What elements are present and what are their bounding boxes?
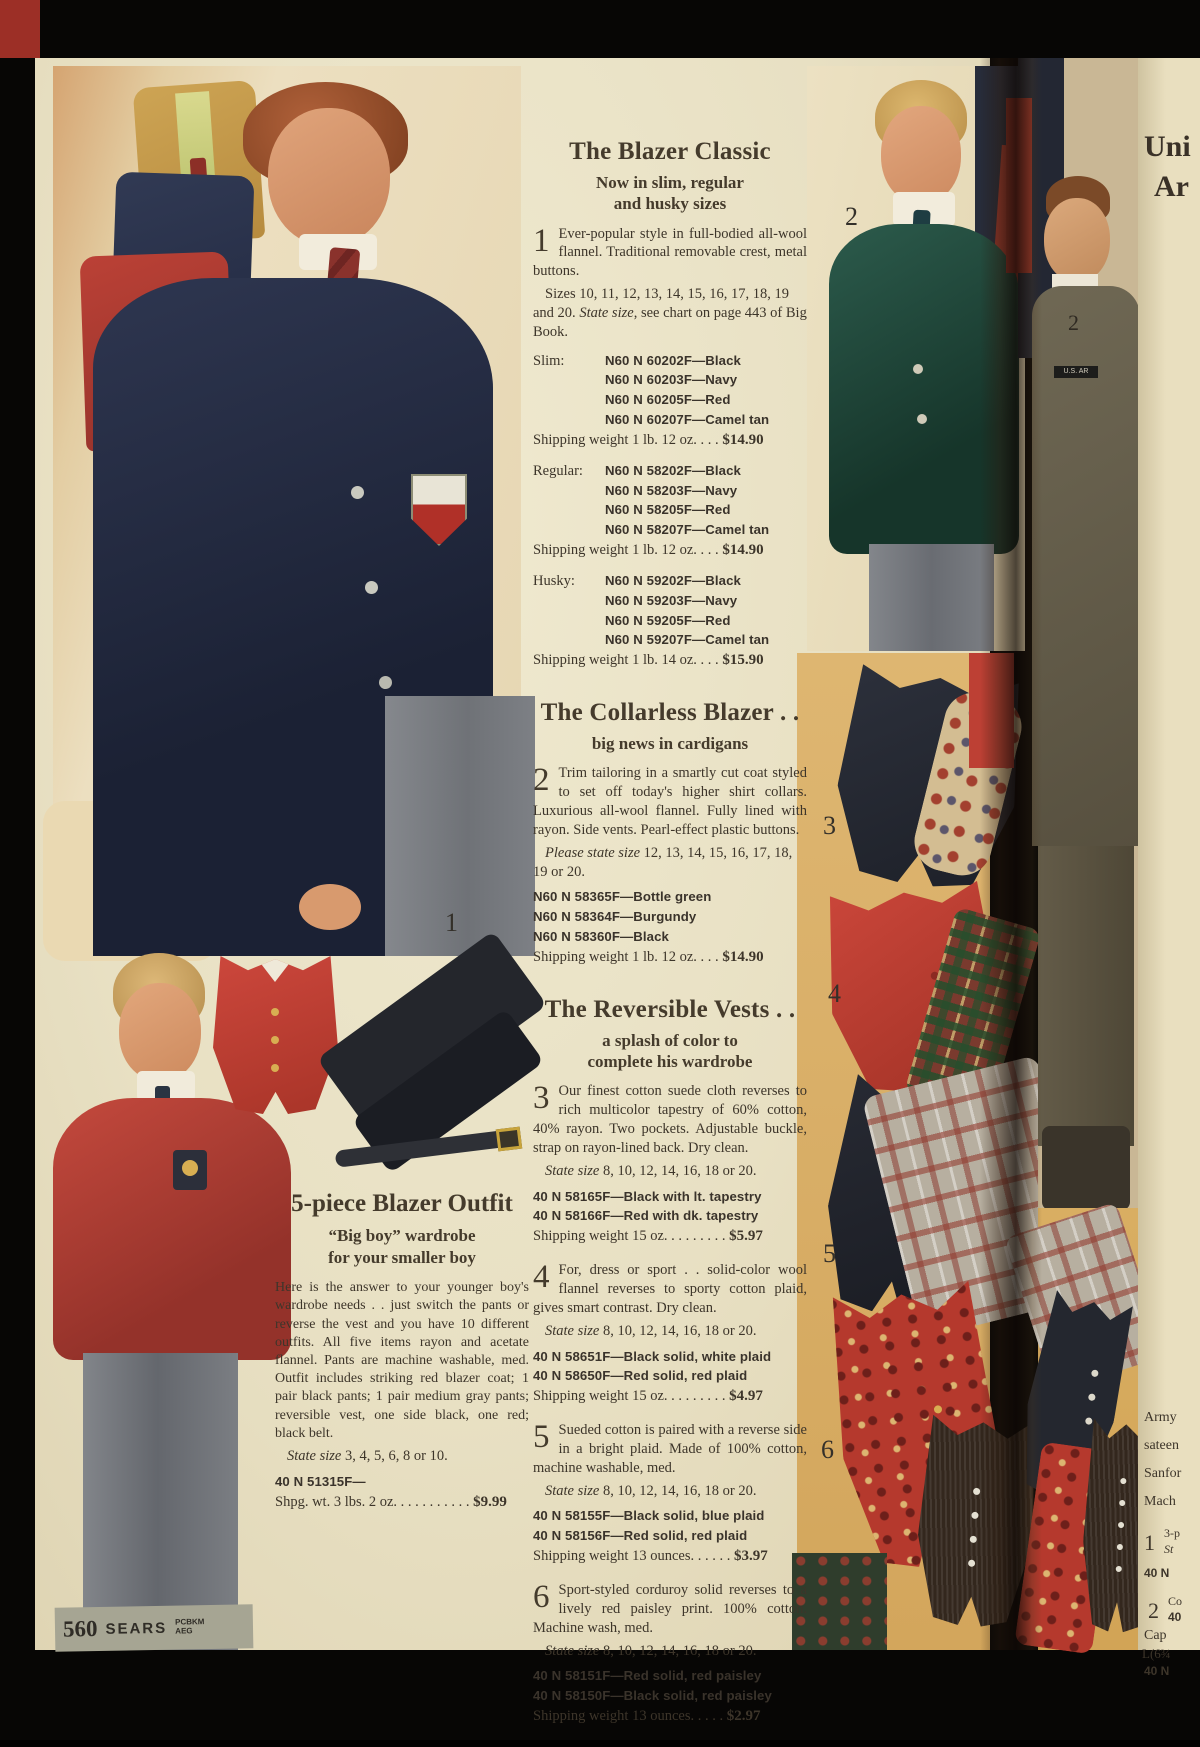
group-codes [605,351,807,430]
red-vest-partial [969,653,1014,768]
group-codes [605,571,807,650]
army-boy-face [1044,198,1110,282]
adjacent-item2-number: 2 [1148,1598,1159,1623]
adj-hanging-red-garment [1006,98,1032,273]
sizes-line [533,844,807,882]
catalog-code: N60 N 60203F—Navy [605,372,738,388]
figure-label-3: 3 [823,811,836,840]
adjacent-item1-line: 40 N [1144,1566,1170,1580]
group-codes [605,461,807,540]
boy1-face [268,108,390,246]
figure-label-2: 2 [845,202,858,231]
shipping-text: Shipping weight 15 oz. . . . . . . . . [533,1388,726,1405]
shipping-text: Shipping weight 1 lb. 12 oz. . . . [533,541,719,558]
adj-corduroy-vest-buttons [1120,1478,1126,1484]
sizes-italic: State size [545,1482,600,1499]
photo-boy-green-blazer [807,66,1025,651]
sizes-italic: State size [545,1322,600,1339]
item-description: For, dress or sport . . solid-color wool flannel reverses to sporty cotton plaid, gives smart contrast. Dry clean. [533,1262,807,1316]
red-vest-collar [255,956,295,982]
print-code-line: PCBKM [175,1617,205,1627]
catalog-code: 40 N 58150F—Black solid, red paisley [533,1688,772,1704]
price: $14.90 [722,541,764,558]
catalog-code: 40 N 58156F—Red solid, red plaid [533,1528,748,1544]
adjacent-item1-line: St [1164,1542,1174,1556]
sizes-line [533,1322,807,1341]
red-vest-prop [213,956,338,1114]
size-group-husky [533,571,807,650]
shipping-text: Shipping weight 1 lb. 12 oz. . . . [533,948,719,965]
shipping-line [533,432,807,449]
catalog-code: N60 N 60207F—Camel tan [605,411,770,427]
shipping-line [533,1388,807,1405]
catalog-code: N60 N 58207F—Camel tan [605,522,770,538]
item-description: Trim tailoring in a smartly cut coat styled to set off today's higher shirt collars. Luxurious all-wool flannel. Fully lined with rayon. Side vents. Pearl-effect plastic buttons. [533,765,807,838]
adjacent-cap-line: Cap [1144,1628,1167,1643]
catalog-code: 40 N 58155F—Black solid, blue plaid [533,1508,765,1524]
item-number: 1 [533,222,550,259]
paisley-vest-buttons [934,1405,943,1414]
shipping-text: Shipping weight 13 ounces. . . . . [533,1708,724,1725]
figure-label-1: 1 [445,908,458,937]
catalog-code: N60 N 58364F—Burgundy [533,909,697,925]
shipping-text: Shipping weight 1 lb. 14 oz. . . . [533,652,719,669]
boy1-pocket-crest [411,474,467,546]
sears-logo: SEARS [105,1619,168,1638]
outfit-title: 5-piece Blazer Outfit [291,1190,513,1217]
sizes-text: , see chart on page 443 of Big Book. [533,304,807,340]
boy1-blazer-buttons [351,486,364,499]
adjacent-text-column [1138,58,1200,1678]
shipping-line [533,1228,807,1245]
price: $4.97 [729,1388,763,1405]
adjacent-cap-line: 40 N [1144,1664,1170,1678]
vest-item-4 [533,1261,807,1405]
adjacent-item1-line: 3-p [1164,1526,1180,1540]
catalog-code: N60 N 58202F—Black [605,462,741,478]
section-title-blazer-classic: The Blazer Classic [569,138,771,165]
subtitle-line: a splash of color to [602,1030,738,1050]
outfit-subtitle [275,1225,529,1269]
boy1-hand [299,884,361,930]
section-subtitle-blazer-classic [533,172,807,215]
adjacent-fragment: Sanfor [1144,1466,1182,1481]
outfit-description: Here is the answer to your younger boy's wardrobe needs . . just switch the pants or reverse the vest and you have 10 different outfits. All five items rayon and acetate flannel. Pants are machine washable, med. Outfit includes striking red blazer coat; 1 pair black pants; 1 pair medium gray pants; reversible vest, one side black, one red; black belt. [275,1280,529,1441]
vest-item-5 [533,1421,807,1565]
photo-reversible-vests [797,653,990,1650]
sizes-italic: Please state size [545,844,641,861]
price: $2.97 [726,1708,761,1725]
catalog-code: 40 N 58651F—Black solid, white plaid [533,1348,772,1364]
shipping-line [533,542,807,559]
catalog-code: N60 N 59202F—Black [605,572,741,588]
shipping-text: Shipping weight 13 ounces. . . . . . [533,1548,731,1565]
catalog-code: 40 N 58165F—Black with lt. tapestry [533,1188,762,1204]
catalog-code: N60 N 58203F—Navy [605,482,738,498]
item-number: 5 [533,1419,550,1456]
boy3-face [881,106,961,204]
shipping-line [533,652,807,669]
sizes-line [533,285,807,342]
adjacent-fragment: Army [1144,1410,1177,1425]
sizes-text: 12, 13, 14, 15, 16, 17, 18, 19 or 20. [533,844,793,880]
figure-label-4: 4 [828,979,841,1008]
adj-black-vest-buttons [1091,1369,1099,1377]
red-corner-fragment [0,0,40,58]
price: $14.90 [722,948,764,965]
adjacent-item1-number: 1 [1144,1530,1155,1555]
sizes-text: 8, 10, 12, 14, 16, 18 or 20. [599,1482,757,1499]
adjacent-figure-label: 2 [1068,310,1079,335]
shipping-line [533,1708,807,1725]
group-label: Regular: [533,462,583,479]
section-subtitle-vests [533,1030,807,1073]
adj-gold-photo-area [1038,1208,1142,1650]
vest-item-3 [533,1082,807,1245]
sizes-text: Sizes 10, 11, 12, 13, 14, 15, 16, 17, 18, 19 and 20. [533,286,789,321]
price: $15.90 [722,652,764,669]
sizes-line [533,1642,807,1661]
boy2-eagle-crest [173,1150,207,1190]
item-number: 2 [533,762,550,799]
item-number: 3 [533,1080,550,1117]
item-description: Sport-styled corduroy solid reverses to a lively red paisley print. 100% cotton. Machine wash, med. [533,1582,807,1636]
catalog-code: N60 N 59203F—Navy [605,592,738,608]
item-number: 6 [533,1579,550,1616]
corduroy-vest-buttons [973,1488,980,1495]
price: $5.97 [729,1228,763,1245]
vest-item-6 [533,1581,807,1725]
subtitle-line: complete his wardrobe [587,1052,753,1072]
size-group-slim [533,351,807,430]
boy2-red-blazer [53,1098,291,1360]
item-description: Ever-popular style in full-bodied all-wool flannel. Traditional removable crest, metal buttons. [533,225,807,280]
subtitle-line: Now in slim, regular [596,173,744,192]
item-description: Sueded cotton is paired with a reverse side in a bright plaid. Made of 100% cotton, machine washable, med. [533,1422,807,1476]
sizes-line [533,1482,807,1501]
shipping-line [533,949,807,966]
red-vest-buttons [271,1008,279,1016]
sizes-italic: State size [545,1162,600,1179]
subtitle-line: for your smaller boy [328,1248,476,1268]
outfit-text-block [275,1190,529,1523]
boy3-blazer-buttons [913,364,923,374]
catalog-code: N60 N 58365F—Bottle green [533,889,712,905]
main-text-column [533,138,807,1747]
group-label: Slim: [533,352,565,369]
price: $14.90 [722,431,764,448]
eagle-icon [182,1160,198,1176]
photo-boy-navy-blazer [53,66,521,956]
adjacent-cap-line: L(6¾ [1142,1646,1171,1661]
adjacent-item2-line: Co [1168,1594,1183,1608]
group-label: Husky: [533,572,575,589]
catalog-code: N60 N 60202F—Black [605,352,741,368]
price: $3.97 [733,1548,768,1565]
page-footer-tag [55,1604,254,1651]
adjacent-fragment: Mach [1144,1494,1176,1509]
shipping-text: Shipping weight 1 lb. 12 oz. . . . [533,431,719,448]
sizes-text: 8, 10, 12, 14, 16, 18 or 20. [599,1642,757,1659]
adjacent-item2-line: 40 [1168,1610,1182,1624]
price: $9.99 [473,1493,507,1510]
section-title-collarless: The Collarless Blazer . . [540,699,800,727]
catalog-code: N60 N 58360F—Black [533,929,669,945]
print-code-line: AEG [175,1626,193,1636]
boy1-gray-pants [385,696,535,956]
section-reversible-vests [533,996,807,1725]
section-title-vests: The Reversible Vests . . [544,995,796,1023]
sizes-line [275,1447,529,1466]
adjacent-heading-line1: Uni [1144,130,1191,163]
sizes-italic: State size [579,304,634,321]
sizes-text: 8, 10, 12, 14, 16, 18 or 20. [599,1162,757,1179]
catalog-code: N60 N 59207F—Camel tan [605,632,770,648]
catalog-code: 40 N 58151F—Red solid, red paisley [533,1668,762,1684]
page-number: 560 [62,1615,98,1642]
section-collarless-blazer [533,699,807,966]
catalog-code: 40 N 58650F—Red solid, red plaid [533,1368,748,1384]
boy3-gray-pants [869,544,994,651]
army-boots [1042,1126,1130,1210]
catalog-code: N60 N 58205F—Red [605,502,731,518]
figure-label-6: 6 [821,1435,834,1464]
us-army-patch: U.S. AR [1054,366,1098,378]
catalog-code: N60 N 59205F—Red [605,612,731,628]
adjacent-page [1038,58,1200,1678]
adjacent-heading-line2: Ar [1154,170,1189,203]
size-group-regular [533,461,807,540]
belt-buckle [496,1127,523,1152]
shipping-line [533,1548,807,1565]
subtitle-line: “Big boy” wardrobe [328,1226,476,1245]
shipping-text: Shpg. wt. 3 lbs. 2 oz. . . . . . . . . . . [275,1493,470,1510]
army-uniform-pants [1038,846,1134,1146]
sizes-italic: State size [545,1642,600,1659]
shipping-text: Shipping weight 15 oz. . . . . . . . . [533,1228,726,1245]
boy2-face [119,983,201,1081]
catalog-code: 40 N 51315F— [275,1473,366,1489]
section-blazer-classic [533,138,807,669]
shipping-line [275,1494,529,1511]
catalog-code: 40 N 58166F—Red with dk. tapestry [533,1208,759,1224]
item-description: Our finest cotton suede cloth reverses to rich multicolor tapestry of 60% cotton, 40% rayon. Two pockets. Adjustable buckle, strap on rayon-lined back. Dry clean. [533,1083,807,1156]
adjacent-fragment: sateen [1144,1438,1179,1453]
boy3-green-blazer [829,224,1019,554]
section-subtitle-collarless: big news in cardigans [591,734,749,754]
sizes-text: 8, 10, 12, 14, 16, 18 or 20. [599,1322,757,1339]
sizes-line [533,1162,807,1181]
print-code [175,1618,205,1636]
item-number: 4 [533,1259,550,1296]
catalog-code: N60 N 60205F—Red [605,392,731,408]
figure-label-5: 5 [823,1239,836,1268]
sizes-text: 3, 4, 5, 6, 8 or 10. [341,1447,448,1464]
sizes-italic: State size [287,1447,342,1464]
catalog-page-560 [35,58,990,1725]
subtitle-line: and husky sizes [613,194,727,214]
